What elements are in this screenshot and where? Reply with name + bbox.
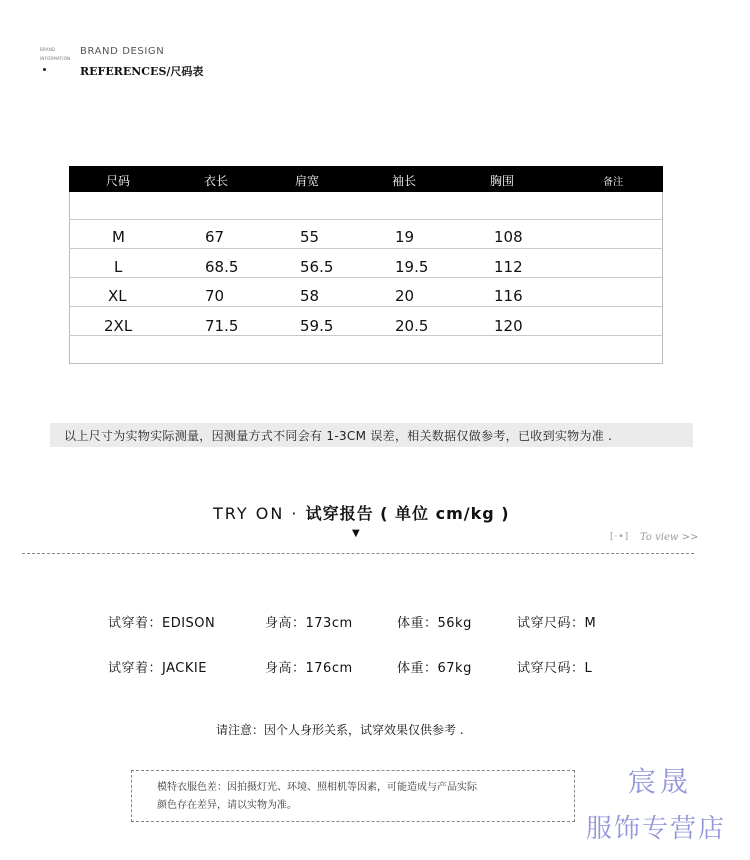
table-cell: 19 bbox=[395, 228, 415, 246]
to-view-link[interactable]: To view >> bbox=[640, 532, 699, 543]
table-cell: 58 bbox=[300, 287, 320, 305]
table-cell: 2XL bbox=[104, 317, 133, 335]
table-divider bbox=[69, 306, 663, 307]
header-note: 备注 bbox=[603, 177, 623, 188]
color-note-line: 颜色存在差异，请以实物为准。 bbox=[157, 800, 297, 811]
information-tiny-label: INFORMATION bbox=[40, 56, 71, 61]
tryon-size: 试穿尺码：L bbox=[517, 661, 593, 676]
table-cell: 67 bbox=[205, 228, 225, 246]
header-length: 衣长 bbox=[204, 174, 229, 188]
color-note-text bbox=[157, 779, 567, 815]
tryon-name: 试穿着：JACKIE bbox=[108, 661, 207, 676]
table-cell: 20.5 bbox=[395, 317, 429, 335]
tryon-weight: 体重：67kg bbox=[397, 661, 472, 676]
table-cell: 19.5 bbox=[395, 258, 429, 276]
color-note-line: 模特衣服色差：因拍摄灯光、环境、照相机等因素，可能造成与产品实际 bbox=[157, 782, 477, 793]
tryon-title-cn: 试穿报告 ( 单位 cm/kg ) bbox=[305, 504, 510, 523]
disclaimer-text: 以上尺寸为实物实际测量，因测量方式不同会有 1-3CM 误差，相关数据仅做参考，已收到实物为准 . bbox=[64, 429, 613, 443]
table-cell: 112 bbox=[494, 258, 523, 276]
tryon-weight: 体重：56kg bbox=[397, 616, 472, 631]
table-cell: 55 bbox=[300, 228, 320, 246]
table-cell: 70 bbox=[205, 287, 225, 305]
shop-name-line2: 服饰专营店 bbox=[586, 814, 727, 844]
header-chest: 胸围 bbox=[490, 174, 515, 188]
table-cell: 68.5 bbox=[205, 258, 239, 276]
tryon-title bbox=[213, 501, 510, 524]
size-table-header bbox=[69, 166, 663, 192]
table-cell: 20 bbox=[395, 287, 415, 305]
bullet-dot-icon bbox=[43, 68, 46, 71]
tryon-notice: 请注意：因个人身形关系，试穿效果仅供参考 . bbox=[216, 723, 464, 737]
table-divider bbox=[69, 248, 663, 249]
shop-name-line1: 宸晟 bbox=[628, 765, 693, 798]
table-cell: XL bbox=[108, 287, 127, 305]
to-view-icon: [·•] bbox=[610, 532, 630, 542]
header-shoulder: 肩宽 bbox=[295, 174, 320, 188]
tryon-height: 身高：173cm bbox=[265, 616, 353, 631]
tryon-height: 身高：176cm bbox=[265, 661, 353, 676]
table-divider bbox=[69, 277, 663, 278]
table-cell: 108 bbox=[494, 228, 523, 246]
tryon-size: 试穿尺码：M bbox=[517, 616, 597, 631]
tryon-title-en: TRY ON · bbox=[213, 504, 299, 523]
table-cell: M bbox=[112, 228, 125, 246]
header-size: 尺码 bbox=[106, 174, 131, 188]
table-cell: 116 bbox=[494, 287, 523, 305]
brand-design-heading: BRAND DESIGN bbox=[80, 46, 165, 57]
dashed-divider bbox=[22, 553, 694, 554]
table-cell: L bbox=[114, 258, 123, 276]
down-arrow-icon: ▼ bbox=[352, 528, 360, 539]
header-sleeve: 袖长 bbox=[392, 174, 417, 188]
table-divider bbox=[69, 219, 663, 220]
references-heading: REFERENCES/尺码表 bbox=[80, 65, 204, 78]
table-divider bbox=[69, 335, 663, 336]
brand-tiny-label: BRAND bbox=[40, 47, 56, 52]
table-cell: 59.5 bbox=[300, 317, 334, 335]
tryon-name: 试穿着：EDISON bbox=[108, 616, 216, 631]
table-cell: 71.5 bbox=[205, 317, 239, 335]
table-cell: 120 bbox=[494, 317, 523, 335]
table-cell: 56.5 bbox=[300, 258, 334, 276]
